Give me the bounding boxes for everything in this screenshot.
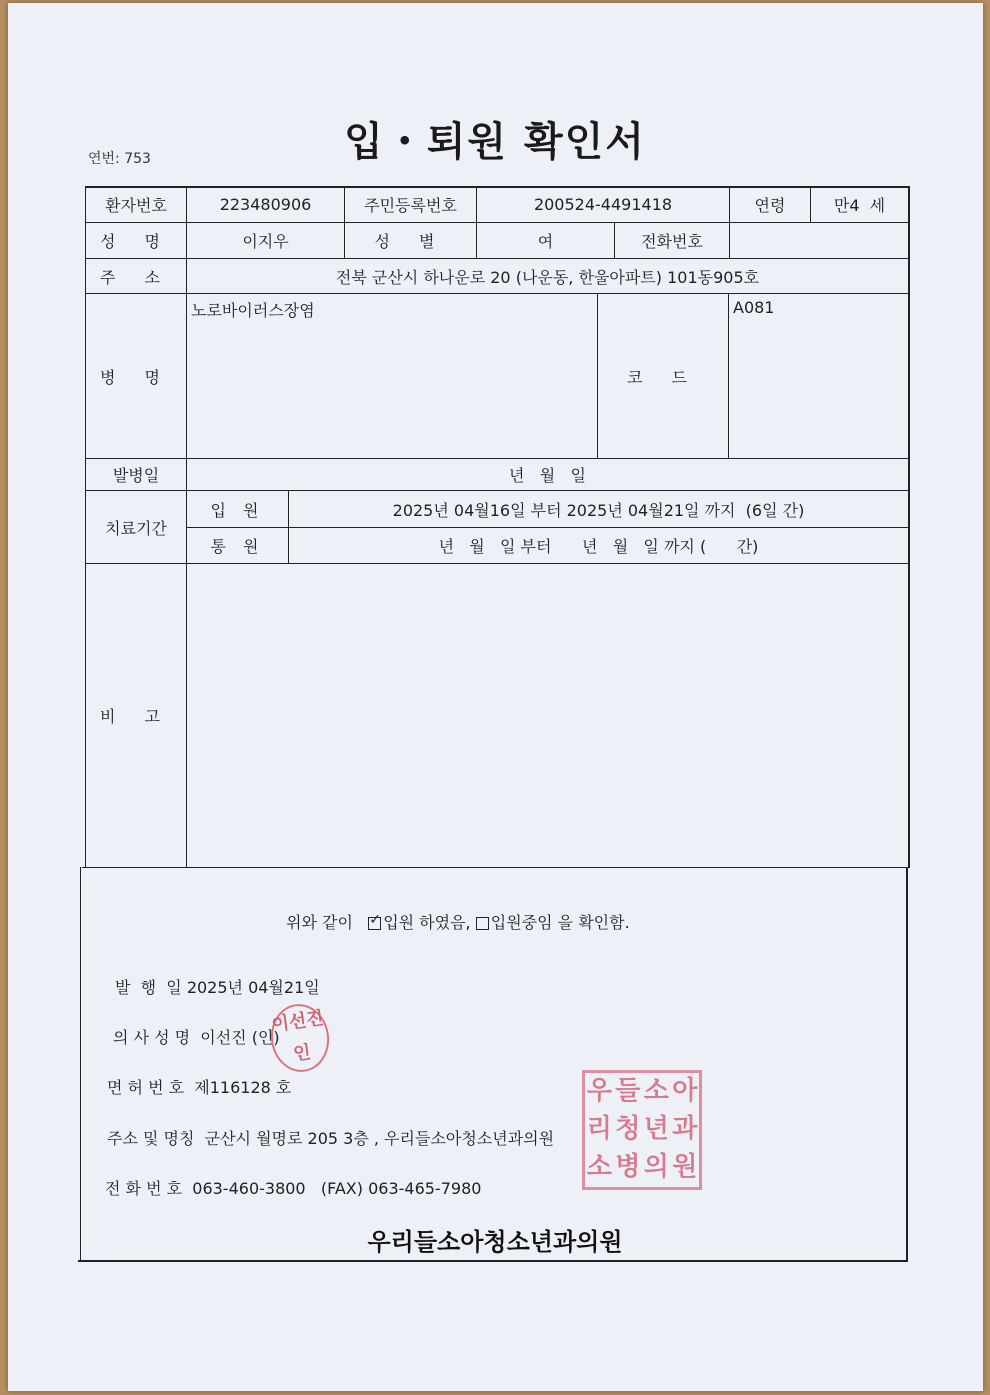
remarks-label: 비 고 xyxy=(100,707,172,726)
code-label: 코 드 xyxy=(627,367,699,387)
clinic-phone-row: 전 화 번 호 063-460-3800 (FAX) 063-465-7980 xyxy=(105,1179,482,1198)
name-label: 성 명 xyxy=(100,232,172,251)
diagnosis-label: 병 명 xyxy=(100,367,172,387)
age-value: 만4 세 xyxy=(833,196,886,215)
rrn-label: 주민등록번호 xyxy=(364,196,457,215)
inpatient-period: 2025년 04월16일 부터 2025년 04월21일 까지 (6일 간) xyxy=(392,500,805,520)
clinic-name-footer: 우리들소아청소년과의원 xyxy=(367,1228,623,1256)
admitted-checkbox-checked-icon xyxy=(368,917,381,930)
doctor-seal-stamp: 이 선 진 인 xyxy=(267,1000,334,1075)
code-value: A081 xyxy=(733,298,775,317)
patient-id-value: 223480906 xyxy=(219,195,312,214)
confirmation-statement: 위와 같이 ✓ 입원 하였음, 입원중임 을 확인함. xyxy=(286,910,630,933)
serial-number: 연번: 753 xyxy=(88,151,151,167)
treatment-label: 치료기간 xyxy=(105,518,167,538)
onset-value: 년 월 일 xyxy=(509,466,586,485)
onset-label: 발병일 xyxy=(112,466,160,485)
clinic-seal-stamp: 우 들 소 아 리 청 년 과 소 병 의 원 xyxy=(582,1070,702,1190)
outpatient-period: 년 월 일 부터 년 월 일 까지 ( 간) xyxy=(438,537,759,556)
clinic-phone: 063-460-3800 (FAX) 063-465-7980 xyxy=(192,1179,482,1198)
admitted-option-label: 입원 하였음, xyxy=(383,913,471,932)
outpatient-label: 통 원 xyxy=(210,537,265,556)
inpatient-label: 입 원 xyxy=(210,500,265,520)
sex-label: 성 별 xyxy=(374,232,447,251)
sex-value: 여 xyxy=(537,232,554,251)
phone-label: 전화번호 xyxy=(641,232,703,251)
clinic-address: 군산시 월명로 205 3층 , 우리들소아청소년과의원 xyxy=(204,1129,555,1148)
issue-date: 2025년 04월21일 xyxy=(186,978,320,997)
remarks-value xyxy=(187,564,908,867)
clinic-address-row: 주소 및 명칭 군산시 월명로 205 3층 , 우리들소아청소년과의원 xyxy=(107,1129,555,1148)
license-row: 면 허 번 호 제116128 호 xyxy=(107,1078,292,1097)
doctor-name: 이선진 (인) xyxy=(200,1028,280,1047)
phone-value xyxy=(730,223,908,258)
issue-date-row: 발 행 일 2025년 04월21일 xyxy=(115,978,320,997)
in-hospital-option-label: 입원중임 xyxy=(490,913,553,932)
diagnosis-value: 노로바이러스장염 xyxy=(191,301,315,320)
patient-id-label: 환자번호 xyxy=(105,196,167,215)
doctor-row: 의 사 성 명 이선진 (인) xyxy=(113,1028,280,1047)
name-value: 이지우 xyxy=(242,232,289,251)
license-number: 제116128 호 xyxy=(194,1078,292,1097)
rrn-value: 200524-4491418 xyxy=(533,195,673,214)
address-label: 주 소 xyxy=(100,267,172,287)
address-value: 전북 군산시 하나운로 20 (나운동, 한울아파트) 101동905호 xyxy=(335,267,760,287)
age-label: 연령 xyxy=(754,196,786,215)
document-title: 입・퇴원 확인서 xyxy=(344,119,646,165)
in-hospital-checkbox-icon xyxy=(476,917,489,930)
